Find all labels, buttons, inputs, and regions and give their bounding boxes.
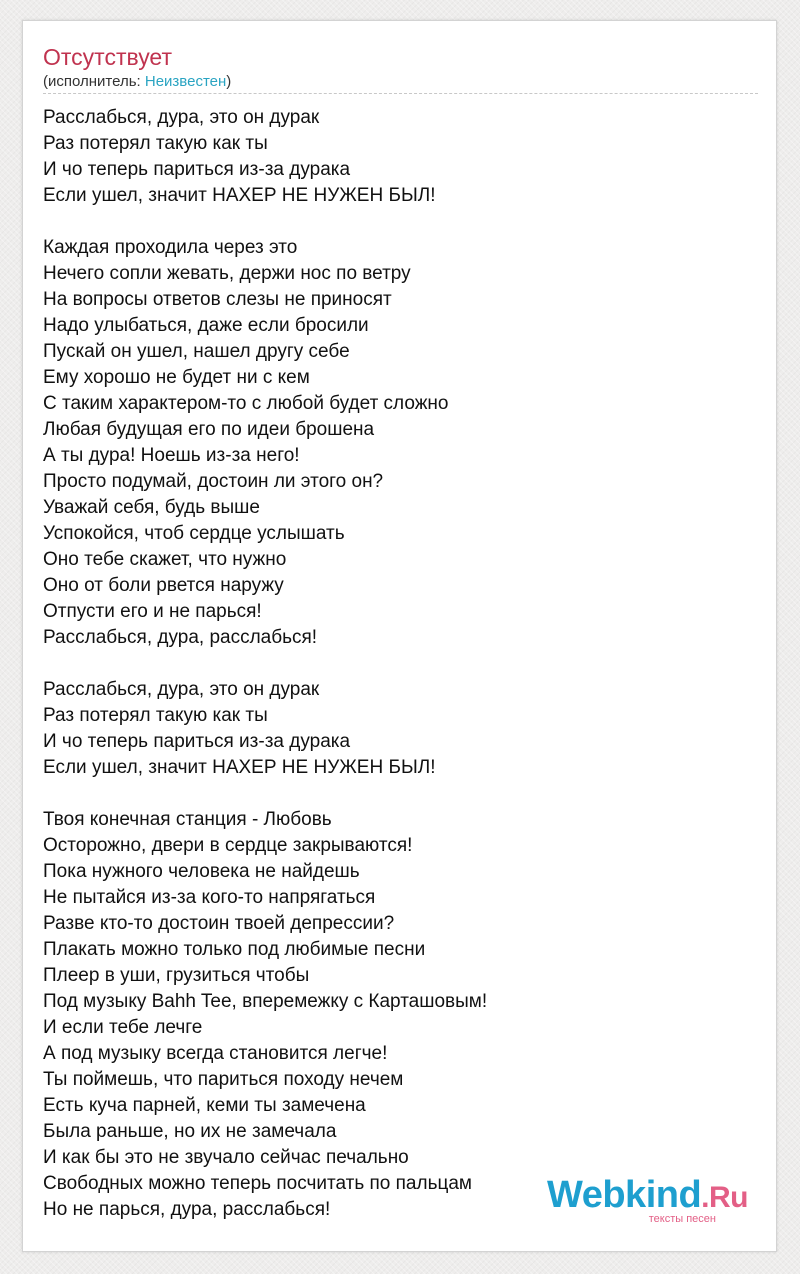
lyrics-text — [43, 105, 487, 1223]
lyric-line: Есть куча парней, кеми ты замечена — [43, 1095, 366, 1116]
song-title: Отсутствует — [43, 44, 172, 70]
logo-tagline: тексты песен — [648, 1213, 716, 1225]
artist-line — [43, 73, 231, 91]
lyric-line: Плеер в уши, грузиться чтобы — [43, 965, 310, 986]
lyric-line: На вопросы ответов слезы не приносят — [43, 289, 392, 310]
lyric-line: Любая будущая его по идеи брошена — [43, 419, 375, 440]
lyric-line: И чо теперь париться из-за дурака — [43, 731, 351, 752]
artist-link[interactable]: Неизвестен — [144, 73, 227, 90]
lyric-line: С таким характером-то с любой будет сложно — [43, 393, 449, 414]
lyric-line: Была раньше, но их не замечала — [43, 1121, 337, 1142]
logo-wordmark — [547, 1176, 748, 1217]
lyric-line: Нечего сопли жевать, держи нос по ветру — [43, 263, 411, 284]
lyric-line: А ты дура! Ноешь из-за него! — [43, 445, 300, 466]
stanza-break — [43, 651, 487, 677]
lyric-line: Плакать можно только под любимые песни — [43, 939, 426, 960]
lyric-line: Расслабься, дура, расслабься! — [43, 627, 318, 648]
title-divider — [43, 93, 758, 94]
lyric-line: И если тебе лечге — [43, 1017, 203, 1038]
logo-suffix: .Ru — [701, 1181, 748, 1214]
lyric-line: Отпусти его и не парься! — [43, 601, 262, 622]
lyric-line: Оно тебе скажет, что нужно — [43, 549, 287, 570]
lyric-line: Пускай он ушел, нашел другу себе — [43, 341, 350, 362]
lyric-line: Ему хорошо не будет ни с кем — [43, 367, 310, 388]
lyric-line: Свободных можно теперь посчитать по пальцам — [43, 1173, 472, 1194]
stanza-break — [43, 209, 487, 235]
site-logo[interactable] — [547, 1176, 748, 1225]
lyric-line: Раз потерял такую как ты — [43, 133, 268, 154]
lyric-line: Просто подумай, достоин ли этого он? — [43, 471, 384, 492]
lyric-line: Но не парься, дура, расслабься! — [43, 1199, 331, 1220]
lyric-line: Под музыку Bahh Tee, вперемежку с Карташовым! — [43, 991, 488, 1012]
lyric-line: Расслабься, дура, это он дурак — [43, 107, 320, 128]
lyric-line: Если ушел, значит НАХЕР НЕ НУЖЕН БЫЛ! — [43, 185, 436, 206]
lyric-line: И как бы это не звучало сейчас печально — [43, 1147, 409, 1168]
lyric-line: Каждая проходила через это — [43, 237, 298, 258]
lyric-line: И чо теперь париться из-за дурака — [43, 159, 351, 180]
lyric-line: Осторожно, двери в сердце закрываются! — [43, 835, 413, 856]
lyrics-card — [22, 20, 777, 1252]
artist-suffix: ) — [226, 73, 232, 90]
logo-main-text: Webkind — [547, 1174, 702, 1216]
lyric-line: Не пытайся из-за кого-то напрягаться — [43, 887, 376, 908]
lyric-line: Успокойся, чтоб сердце услышать — [43, 523, 345, 544]
artist-prefix: (исполнитель: — [43, 73, 145, 90]
lyric-line: Уважай себя, будь выше — [43, 497, 260, 518]
lyric-line: Расслабься, дура, это он дурак — [43, 679, 320, 700]
lyric-line: Пока нужного человека не найдешь — [43, 861, 360, 882]
lyric-line: Ты поймешь, что париться походу нечем — [43, 1069, 404, 1090]
lyric-line: Оно от боли рвется наружу — [43, 575, 284, 596]
stanza-break — [43, 781, 487, 807]
lyric-line: Раз потерял такую как ты — [43, 705, 268, 726]
lyric-line: А под музыку всегда становится легче! — [43, 1043, 388, 1064]
lyric-line: Разве кто-то достоин твоей депрессии? — [43, 913, 395, 934]
lyric-line: Если ушел, значит НАХЕР НЕ НУЖЕН БЫЛ! — [43, 757, 436, 778]
lyric-line: Надо улыбаться, даже если бросили — [43, 315, 369, 336]
lyric-line: Твоя конечная станция - Любовь — [43, 809, 332, 830]
